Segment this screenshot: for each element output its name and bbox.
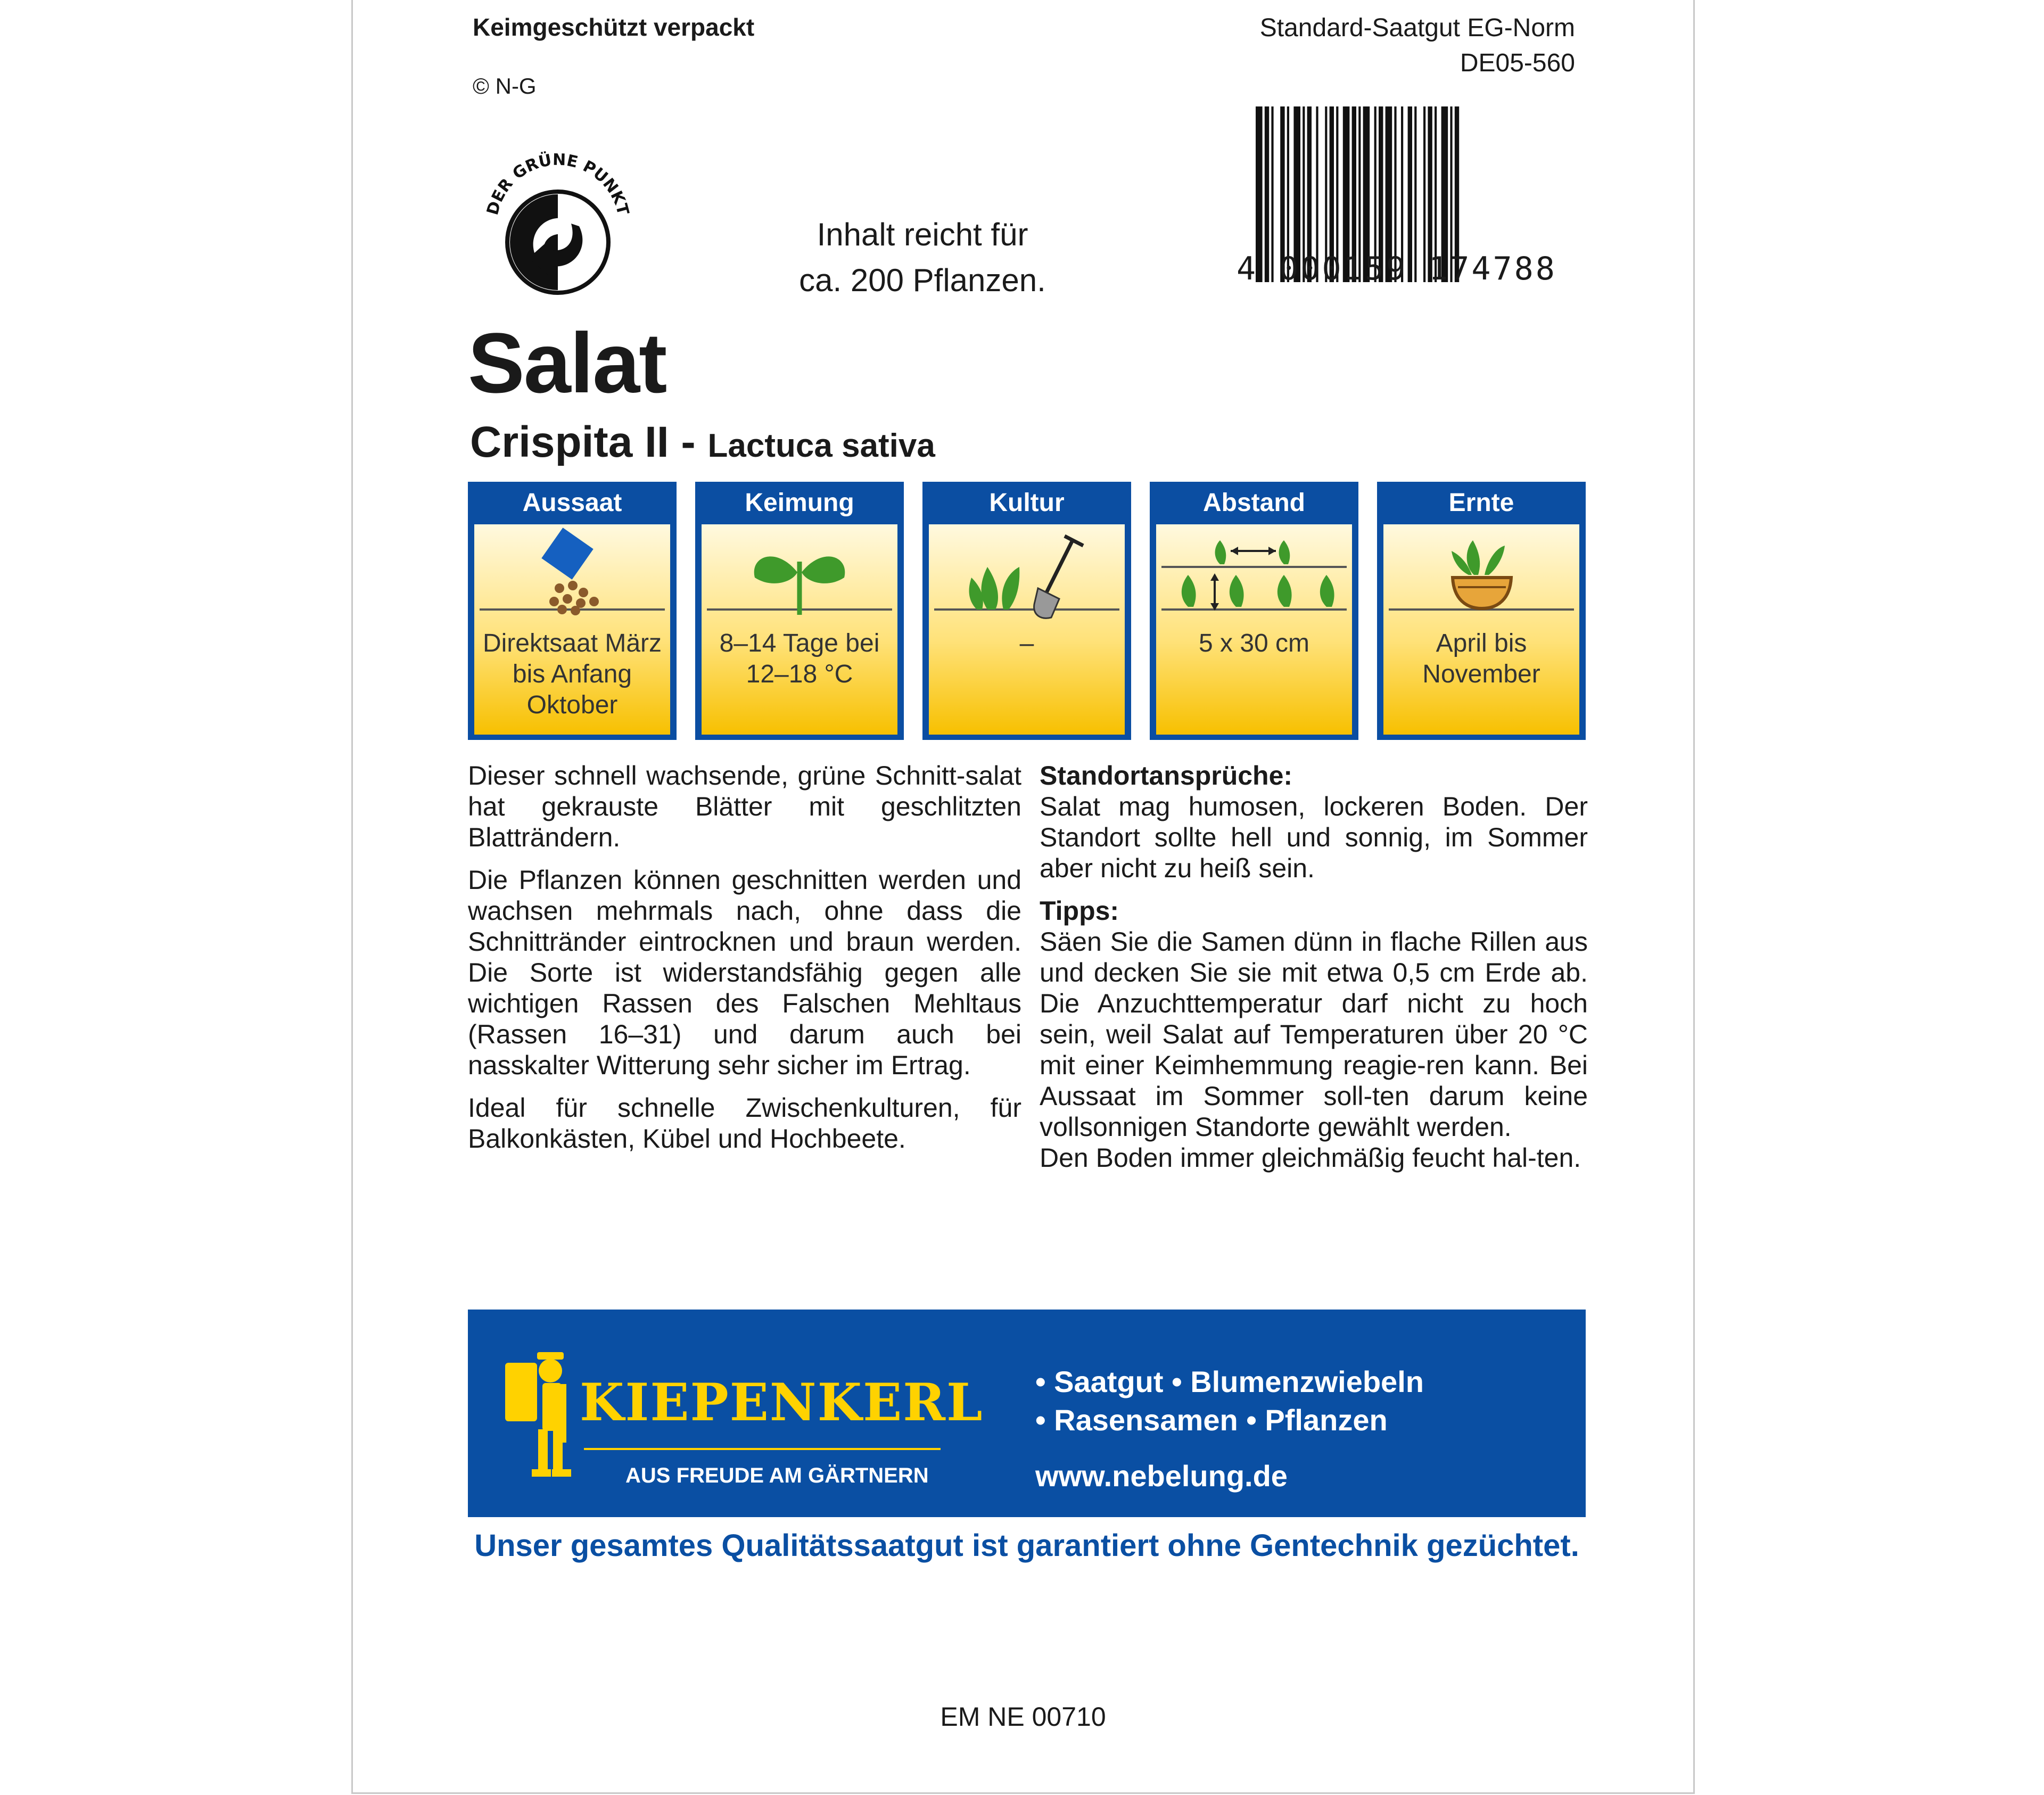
barcode (1237, 106, 1572, 298)
product-name: Salat (468, 315, 666, 410)
card-desc (705, 628, 894, 690)
seed-packet-back (351, 0, 1695, 1794)
product-categories (1035, 1363, 1424, 1439)
card-title: Keimung (745, 489, 854, 517)
categories-line2: • Rasensamen • Pflanzen (1035, 1403, 1388, 1437)
card-desc (1387, 628, 1576, 690)
copyright: © N-G (473, 73, 537, 98)
card-desc-line: April bis (1436, 629, 1527, 657)
seedling-icon (702, 524, 897, 620)
card-desc-line: 5 x 30 cm (1198, 629, 1310, 657)
gruener-punkt-logo-icon (473, 136, 643, 306)
content-note-line1: Inhalt reicht für (817, 217, 1028, 252)
brand-name: KIEPENKERL (580, 1372, 984, 1432)
card-title: Abstand (1203, 489, 1305, 517)
brand-banner (468, 1310, 1586, 1517)
card-keimung (695, 482, 904, 740)
card-title: Kultur (989, 489, 1065, 517)
card-desc-line: 12–18 °C (746, 660, 853, 688)
kiepenkerl-figure-icon (500, 1341, 580, 1485)
svg-text:DER GRÜNE PUNKT: DER GRÜNE PUNKT (483, 150, 632, 217)
latin-name: Lactuca sativa (707, 427, 935, 464)
card-ernte (1377, 482, 1586, 740)
brand-divider (584, 1448, 941, 1450)
description-p2: Die Pflanzen können geschnitten werden und wachsen mehrmals nach, ohne dass die Schnittränder eintrocknen und braun werden. Die Sorte ist widerstandsfähig gegen alle wichtigen Rassen des Falschen Mehltaus (Rassen 16–31) und darum auch bei nasskalter Witterung sehr sicher im Ertrag. (468, 865, 1021, 1080)
standard-info (1260, 11, 1575, 81)
card-kultur (922, 482, 1131, 740)
card-desc-line: November (1422, 660, 1540, 688)
card-desc (1159, 628, 1349, 659)
tips-text: Säen Sie die Samen dünn in flache Rillen aus und decken Sie sie mit etwa 0,5 cm Erde ab. Die Anzuchttemperatur darf nicht zu hoch sein, weil Salat auf Temperaturen über 20 °C mit einer Keimhemmung reagie-ren kann. Bei Aussaat im Sommer soll-ten darum keine vollsonnigen Standorte gewählt werden. (1040, 927, 1588, 1142)
website-link[interactable]: www.nebelung.de (1035, 1459, 1288, 1493)
spacing-icon (1156, 524, 1352, 620)
tips-heading: Tipps: (1040, 896, 1119, 926)
description (468, 760, 1021, 1166)
barcode-number: 4 000159 174788 (1237, 250, 1557, 287)
variety-name: Crispita II - (470, 418, 696, 466)
cultivation-cards (468, 482, 1586, 743)
spade-icon (929, 524, 1125, 620)
seed-packet-icon (474, 524, 670, 620)
card-desc-line: Oktober (526, 691, 618, 719)
product-subtitle (470, 417, 935, 467)
location-text: Salat mag humosen, lockeren Boden. Der Standort sollte hell und sonnig, im Sommer aber nicht zu heiß sein. (1040, 792, 1588, 883)
description-p1: Dieser schnell wachsende, grüne Schnitt-salat hat gekrauste Blätter mit geschlitzten Blatträndern. (468, 761, 1021, 852)
protection-label: Keimgeschützt verpackt (473, 13, 755, 41)
content-note-line2: ca. 200 Pflanzen. (799, 262, 1046, 298)
card-desc (932, 628, 1122, 659)
location-heading: Standortansprüche: (1040, 761, 1293, 791)
standard-code: DE05-560 (1460, 49, 1575, 77)
card-title: Ernte (1448, 489, 1514, 517)
content-note (773, 212, 1072, 303)
card-desc-line: 8–14 Tage bei (719, 629, 880, 657)
care-info (1040, 760, 1588, 1173)
card-desc-line: – (1019, 629, 1034, 657)
card-desc-line: Direktsaat März (482, 629, 662, 657)
card-abstand (1150, 482, 1358, 740)
card-desc (477, 628, 667, 721)
card-title: Aussaat (522, 489, 622, 517)
brand-slogan: AUS FREUDE AM GÄRTNERN (625, 1464, 929, 1487)
harvest-bowl-icon (1383, 524, 1579, 620)
standard-label: Standard-Saatgut EG-Norm (1259, 14, 1575, 42)
card-desc-line: bis Anfang (512, 660, 632, 688)
card-aussaat (468, 482, 677, 740)
tips-text-2: Den Boden immer gleichmäßig feucht hal-ten. (1040, 1143, 1581, 1173)
gmo-free-tagline: Unser gesamtes Qualitätssaatgut ist garantiert ohne Gentechnik gezüchtet. (474, 1528, 1579, 1563)
footer-code: EM NE 00710 (940, 1702, 1106, 1732)
categories-line1: • Saatgut • Blumenzwiebeln (1035, 1365, 1424, 1398)
description-p3: Ideal für schnelle Zwischenkulturen, für Balkonkästen, Kübel und Hochbeete. (468, 1093, 1021, 1154)
